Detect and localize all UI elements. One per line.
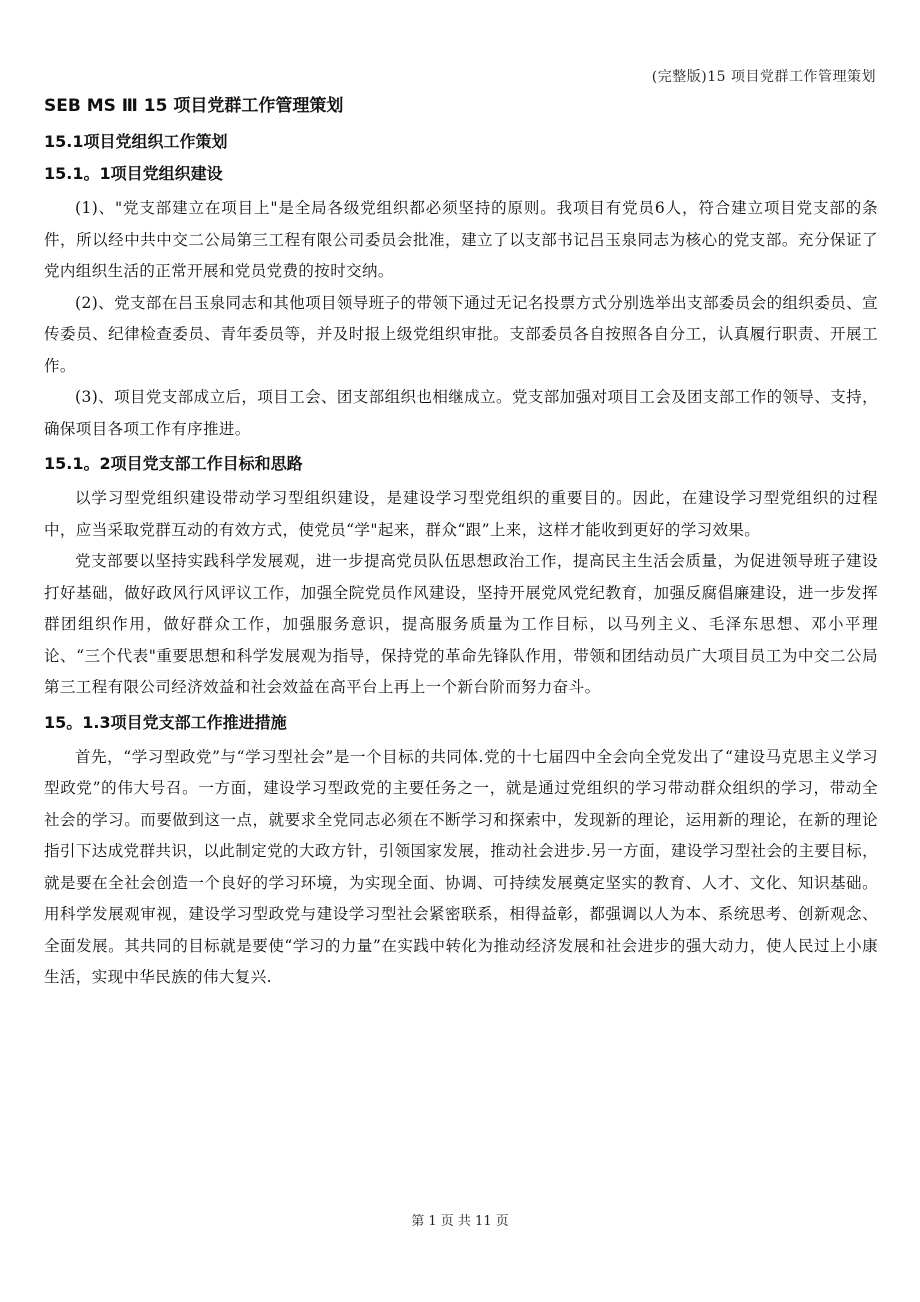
paragraph: 以学习型党组织建设带动学习型组织建设，是建设学习型党组织的重要目的。因此，在建设学习型党组织的过程中，应当采取党群互动的有效方式，使党员“学"起来，群众“跟”上来，这样才能收到更好的学习效果。 <box>44 489 878 539</box>
running-header: (完整版)15 项目党群工作管理策划 <box>651 69 876 85</box>
document-title: SEB MS Ⅲ 15 项目党群工作管理策划 <box>44 96 344 116</box>
paragraph: 党支部要以坚持实践科学发展观，进一步提高党员队伍思想政治工作，提高民主生活会质量，为促进领导班子建设打好基础，做好政风行风评议工作，加强全院党员作风建设，坚持开展党风党纪教育，加强反腐倡廉建设，进一步发挥群团组织作用，做好群众工作，加强服务意识，提高服务质量为工作目标，以马列主义、毛泽东思想、邓小平理论、“三个代表"重要思想和科学发展观为指导，保持党的革命先锋队作用，带领和团结动员广大项目员工为中交二公局第三工程有限公司经济效益和社会效益在高平台上再上一个新台阶而努力奋斗。 <box>44 552 878 696</box>
section-heading: 15.1项目党组织工作策划 <box>44 132 228 151</box>
section-heading: 15.1。1项目党组织建设 <box>44 164 223 183</box>
paragraph: (3)、项目党支部成立后，项目工会、团支部组织也相继成立。党支部加强对项目工会及团支部工作的领导、支持，确保项目各项工作有序推进。 <box>44 388 878 438</box>
paragraph: (2)、党支部在吕玉泉同志和其他项目领导班子的带领下通过无记名投票方式分别选举出支部委员会的组织委员、宣传委员、纪律检查委员、青年委员等，并及时报上级党组织审批。支部委员各自按照各自分工，认真履行职责、开展工作。 <box>44 293 878 375</box>
page-number: 第 1 页 共 11 页 <box>411 1214 509 1229</box>
section-heading: 15.1。2项目党支部工作目标和思路 <box>44 454 303 473</box>
paragraph: (1)、"党支部建立在项目上"是全局各级党组织都必须坚持的原则。我项目有党员6人，符合建立项目党支部的条件，所以经中共中交二公局第三工程有限公司委员会批准，建立了以支部书记吕玉泉同志为核心的党支部。充分保证了党内组织生活的正常开展和党员党费的按时交纳。 <box>44 199 878 280</box>
section-heading: 15。1.3项目党支部工作推进措施 <box>44 712 287 732</box>
document-body <box>44 93 878 994</box>
paragraph: 首先，“学习型政党”与“学习型社会”是一个目标的共同体.党的十七届四中全会向全党发出了“建设马克思主义学习型政党”的伟大号召。一方面，建设学习型政党的主要任务之一，就是通过党组织的学习带动群众组织的学习，带动全社会的学习。而要做到这一点，就要求全党同志必须在不断学习和探索中，发现新的理论，运用新的理论，在新的理论指引下达成党群共识，以此制定党的大政方针，引领国家发展，推动社会进步.另一方面，建设学习型社会的主要目标，就是要在全社会创造一个良好的学习环境，为实现全面、协调、可持续发展奠定坚实的教育、人才、文化、知识基础。用科学发展观审视，建设学习型政党与建设学习型社会紧密联系，相得益彰，都强调以人为本、系统思考、创新观念、全面发展。其共同的目标就是要使“学习的力量”在实践中转化为推动经济发展和社会进步的强大动力，使人民过上小康生活，实现中华民族的伟大复兴. <box>44 747 878 986</box>
